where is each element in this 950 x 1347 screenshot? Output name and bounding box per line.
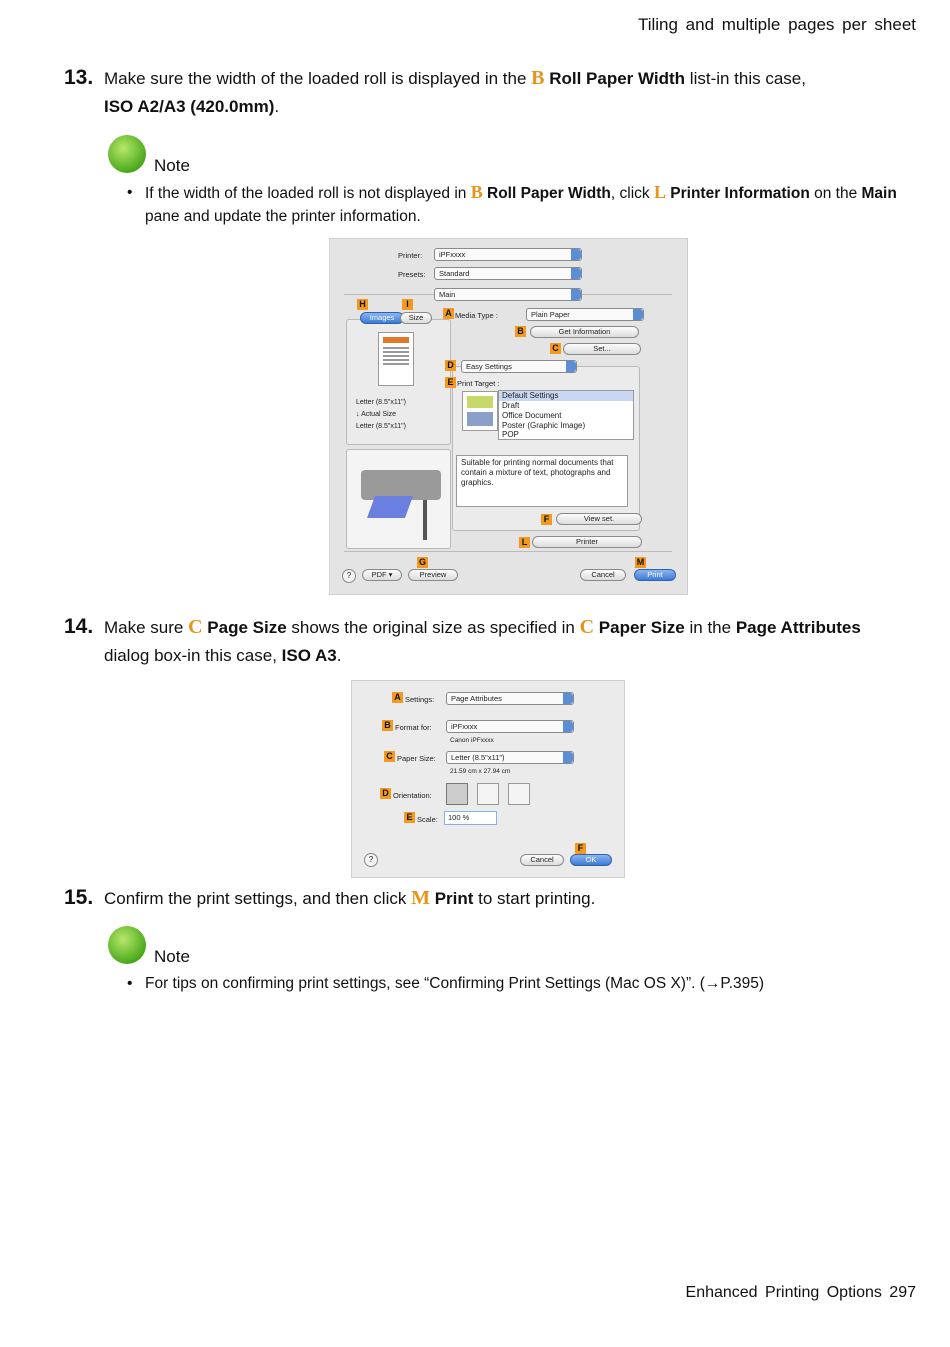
pencil-note-icon: [108, 135, 146, 173]
format-for-select[interactable]: iPFxxxx: [446, 720, 574, 733]
list-item[interactable]: Office Document: [502, 411, 562, 420]
printer-info-button[interactable]: Printer: [532, 536, 642, 548]
pencil-note-icon: [108, 926, 146, 964]
list-item[interactable]: Draft: [502, 401, 520, 410]
note-2-bullet: • For tips on confirming print settings, see “Confirming Print Settings (Mac OS X)”. (→P.395): [127, 975, 765, 992]
orientation-portrait-icon[interactable]: [446, 783, 468, 805]
step-14: [64, 613, 894, 670]
print-dialog-screenshot: Printer: iPFxxxx Presets: Standard Main H I Images Size Letter (8.5"x11") ↓ Actual Size Letter (8.5"x11") A Media Type : Plain Paper B Get Information C Set... D Easy Settings E Print Target : Default Settings Draft Office Document Poster (Graphic Image) POP Suitable for printing normal documents that contain a mixture of text, photographs and graphics. F View set. L Printer G M ? PDF ▾ Preview Cancel Print: [329, 238, 688, 595]
tab-size[interactable]: Size: [400, 312, 432, 324]
cancel-button[interactable]: Cancel: [520, 854, 564, 866]
note-label: Note: [154, 947, 190, 966]
ok-button[interactable]: OK: [570, 854, 612, 866]
list-item[interactable]: POP: [502, 430, 519, 439]
note-1-bullet: • If the width of the loaded roll is not displayed in B Roll Paper Width, click L Printer Information on the Main pane and update the printer information.: [127, 182, 897, 225]
print-target-list[interactable]: [498, 390, 634, 440]
step-text: Make sure C Page Size shows the original size as specified in C Paper Size in the Page Attributes dialog box-in this case, ISO A3.: [104, 616, 861, 665]
easy-settings-select[interactable]: Easy Settings: [461, 360, 577, 373]
step-13: [64, 64, 894, 121]
step-number: 14.: [64, 615, 94, 638]
step-15: [64, 884, 894, 913]
target-thumbnail: [462, 391, 498, 431]
view-set-button[interactable]: View set.: [556, 513, 642, 525]
presets-select[interactable]: Standard: [434, 267, 582, 280]
media-type-select[interactable]: Plain Paper: [526, 308, 644, 321]
print-button[interactable]: Print: [634, 569, 676, 581]
callout-ref: B: [531, 67, 545, 89]
description-box: Suitable for printing normal documents that contain a mixture of text, photographs and graphics.: [456, 455, 628, 507]
page-attributes-screenshot: A Settings: Page Attributes B Format for: iPFxxxx Canon iPFxxxx C Paper Size: Letter (8.5"x11") 21.59 cm x 27.94 cm D Orientation: E Scale: 100 % F ? Cancel OK: [351, 680, 625, 878]
running-footer: Enhanced Printing Options 297: [685, 1284, 916, 1301]
orientation-landscape-icon[interactable]: [477, 783, 499, 805]
note-label: Note: [154, 156, 190, 175]
preview-button[interactable]: Preview: [408, 569, 458, 581]
pane-select[interactable]: Main: [434, 288, 582, 301]
printer-select[interactable]: iPFxxxx: [434, 248, 582, 261]
list-item[interactable]: Default Settings: [499, 391, 633, 401]
settings-select[interactable]: Page Attributes: [446, 692, 574, 705]
orientation-reverse-icon[interactable]: [508, 783, 530, 805]
scale-input[interactable]: 100 %: [444, 811, 497, 825]
list-item[interactable]: Poster (Graphic Image): [502, 421, 586, 430]
paper-size-select[interactable]: Letter (8.5"x11"): [446, 751, 574, 764]
step-number: 15.: [64, 886, 94, 909]
help-button[interactable]: ?: [364, 853, 378, 867]
page-preview: [378, 332, 414, 386]
set-button[interactable]: Set...: [563, 343, 641, 355]
running-header: Tiling and multiple pages per sheet: [637, 15, 916, 34]
get-information-button[interactable]: Get Information: [530, 326, 639, 338]
printer-illustration: [346, 449, 451, 549]
tab-images[interactable]: Images: [360, 312, 404, 324]
step-text: Confirm the print settings, and then click M Print to start printing.: [104, 887, 596, 909]
cancel-button[interactable]: Cancel: [580, 569, 626, 581]
help-button[interactable]: ?: [342, 569, 356, 583]
pdf-button[interactable]: PDF ▾: [362, 569, 402, 581]
step-text: Make sure the width of the loaded roll is displayed in the B Roll Paper Width list-in this case, ISO A2/A3 (420.0mm).: [104, 67, 806, 116]
step-number: 13.: [64, 66, 94, 89]
